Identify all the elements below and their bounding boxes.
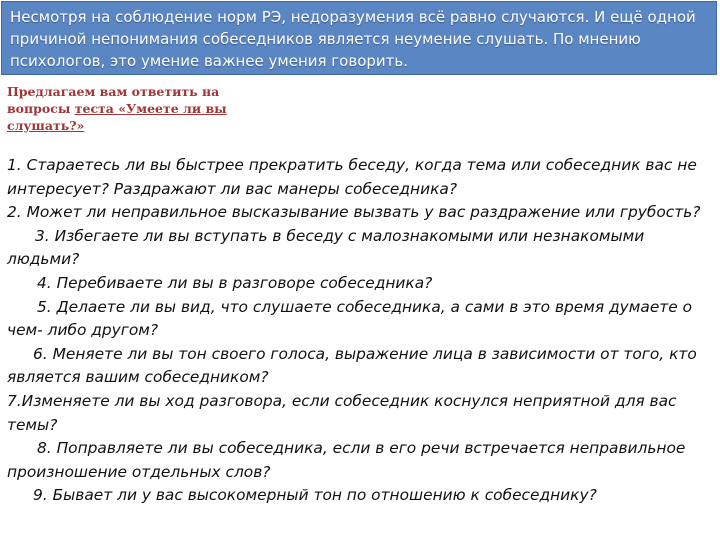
- question-list: [7, 154, 715, 508]
- question-item: 7.Изменяете ли вы ход разговора, если собеседник коснулся неприятной для вас темы?: [7, 391, 677, 434]
- question-item: 3. Избегаете ли вы вступать в беседу с малознакомыми или незнакомыми людьми?: [7, 226, 645, 269]
- question-item: 1. Стараетесь ли вы быстрее прекратить беседу, когда тема или собеседник вас не интересует? Раздражают ли вас манеры собеседника?: [7, 156, 697, 198]
- header-banner: [1, 1, 717, 75]
- question-item: 4. Перебиваете ли вы в разговоре собеседника?: [37, 273, 433, 292]
- question-item: 9. Бывает ли у вас высокомерный тон по отношению к собеседнику?: [33, 486, 597, 505]
- question-item: 6. Меняете ли вы тон своего голоса, выражение лица в зависимости от того, кто является вашим собеседником?: [7, 344, 697, 387]
- question-item: 5. Делаете ли вы вид, что слушаете собеседника, а сами в это время думаете о чем- либо другом?: [7, 297, 693, 340]
- test-invitation: [7, 83, 237, 134]
- header-text: Несмотря на соблюдение норм РЭ, недоразумения всё равно случаются. И ещё одной причиной непонимания собеседников является неумение слушать. По мнению психологов, это умение важнее умения говорить.: [10, 8, 696, 70]
- question-item: 2. Может ли неправильное высказывание вызвать у вас раздражение или грубость?: [7, 203, 701, 222]
- test-link[interactable]: теста «Умеете ли вы слушать?»: [7, 101, 227, 133]
- invitation-prefix: Предлагаем вам ответить на вопросы: [7, 84, 220, 116]
- question-item: 8. Поправляете ли вы собеседника, если в его речи встречается неправильное произношение отдельных слов?: [7, 439, 686, 481]
